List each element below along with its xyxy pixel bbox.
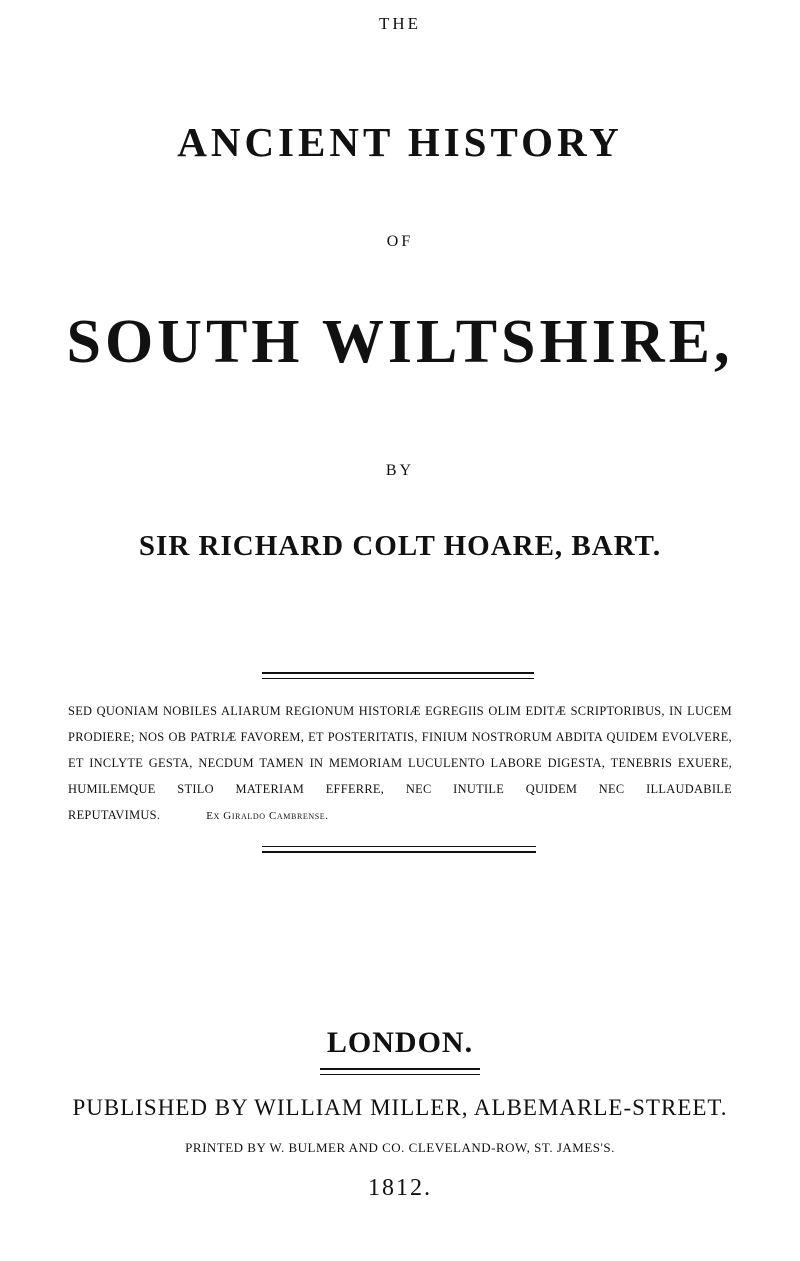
author-name: SIR RICHARD COLT HOARE, BART. — [138, 530, 662, 562]
title-article: THE — [378, 14, 422, 33]
epigraph-text: SED QUONIAM NOBILES ALIARUM REGIONUM HISTORIÆ EGREGIIS OLIM EDITÆ SCRIPTORIBUS, IN LUCEM PRODIERE; NOS OB PATRIÆ FAVOREM, ET POSTERITATIS, FINIUM NOSTRORUM ABDITA QUIDEM EVOLVERE, ET INCLYTE GESTA, NECDUM TAMEN IN MEMORIAM LUCULENTO LABORE DIGESTA, TENEBRIS EXUERE, HUMILEMQUE STILO MATERIAM EFFERRE, NEC INUTILE QUIDEM NEC ILLAUDABILE REPUTAVIMUS. — [68, 704, 732, 822]
title-preposition: OF — [386, 233, 414, 250]
imprint-year: 1812. — [368, 1175, 432, 1201]
upper-rule-bottom — [262, 678, 534, 679]
epigraph-source: Ex Giraldo Cambrense. — [206, 810, 329, 822]
city-rule-bottom — [320, 1074, 480, 1075]
by-line: BY — [385, 462, 415, 479]
lower-rule-bottom — [262, 851, 536, 853]
city-rule-top — [320, 1068, 480, 1070]
lower-rule-top — [262, 846, 536, 847]
epigraph — [68, 698, 732, 829]
main-title: ANCIENT HISTORY — [177, 119, 623, 165]
imprint-printer: PRINTED BY W. BULMER AND CO. CLEVELAND-ROW, ST. JAMES'S. — [185, 1140, 615, 1155]
imprint-publisher: PUBLISHED BY WILLIAM MILLER, ALBEMARLE-STREET. — [72, 1095, 728, 1120]
title-subject: SOUTH WILTSHIRE, — [66, 308, 734, 376]
imprint-city: LONDON. — [326, 1026, 474, 1059]
upper-rule-top — [262, 672, 534, 674]
